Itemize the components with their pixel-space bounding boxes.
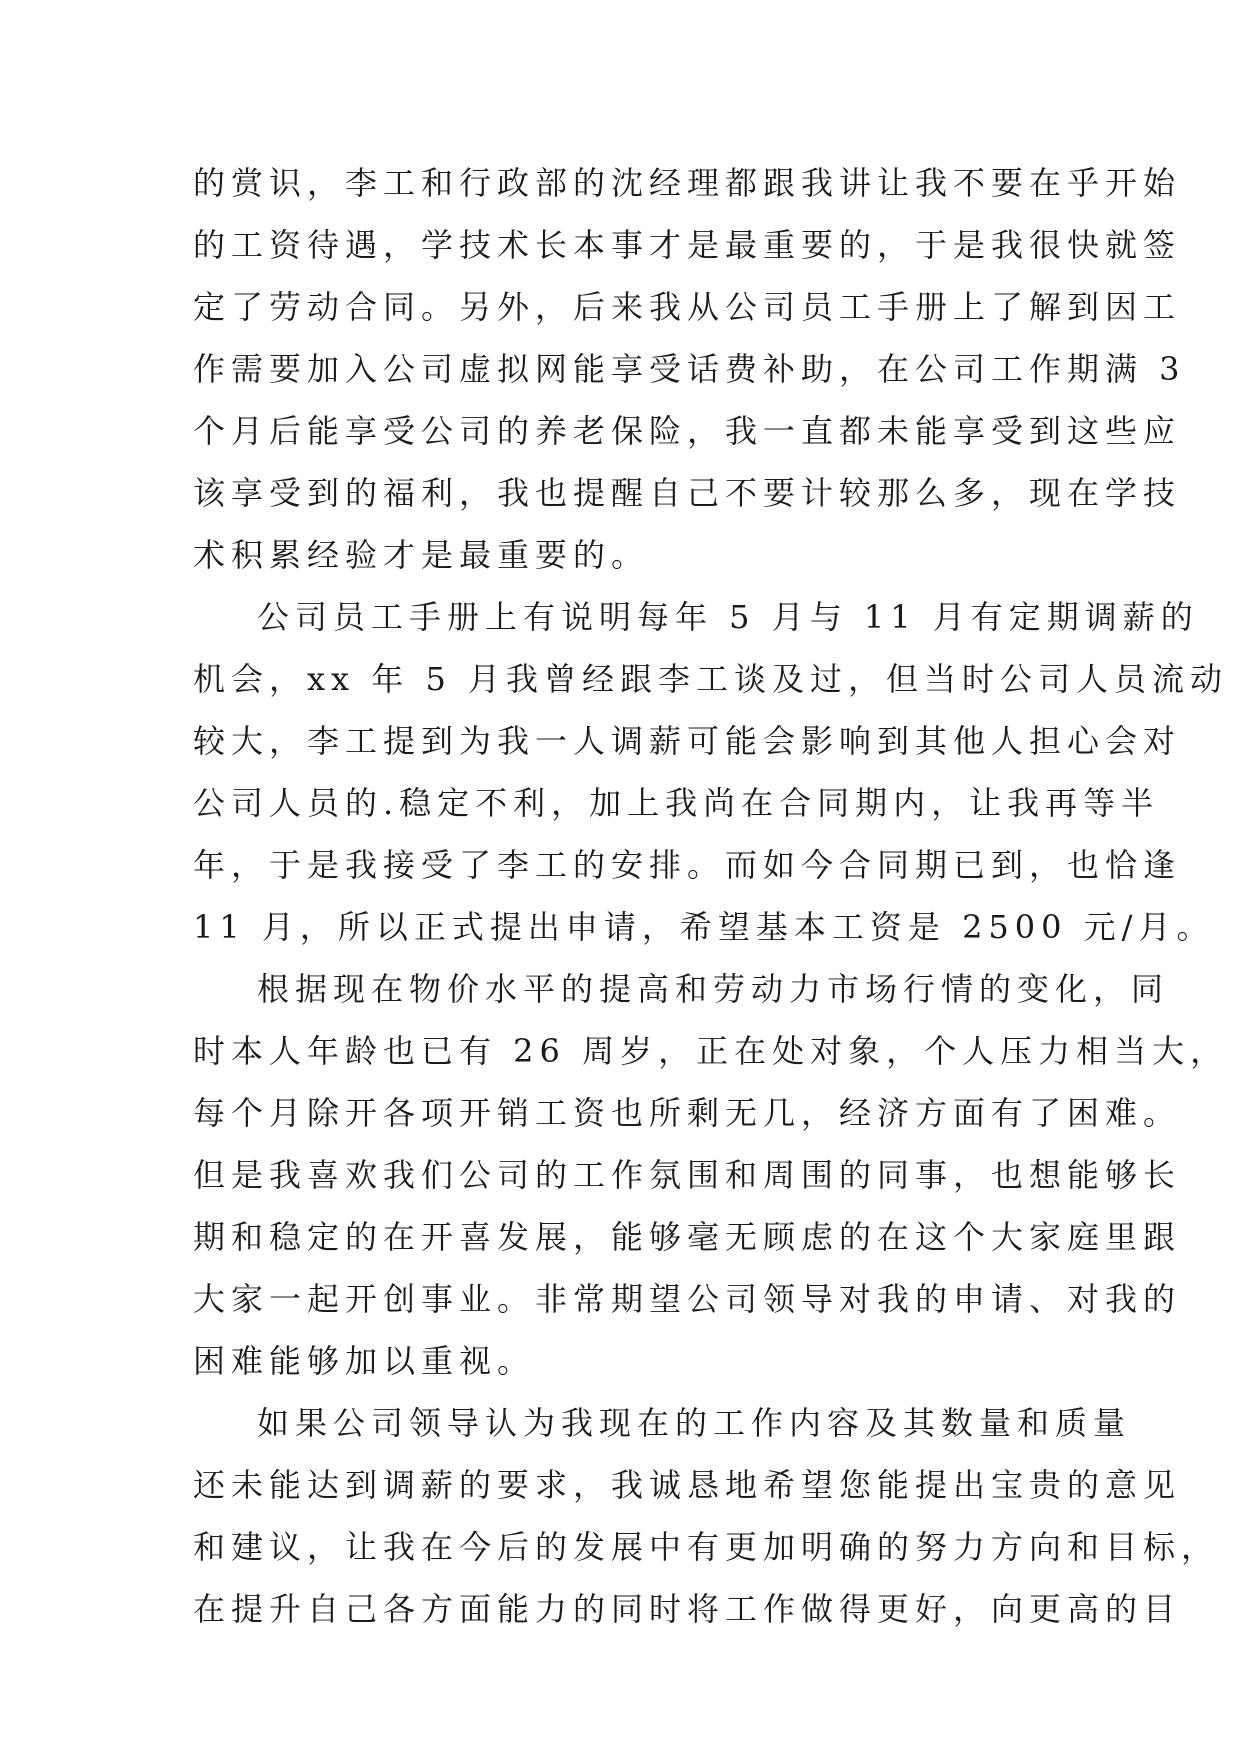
text-line: 较大，李工提到为我一人调薪可能会影响到其他人担心会对 — [193, 722, 1182, 760]
text-line: 公司人员的.稳定不利，加上我尚在合同期内，让我再等半 — [193, 784, 1160, 822]
text-line: 但是我喜欢我们公司的工作氛围和周围的同事，也想能够长 — [193, 1156, 1182, 1194]
text-line: 作需要加入公司虚拟网能享受话费补助，在公司工作期满 3 — [193, 350, 1186, 388]
text-line: 每个月除开各项开销工资也所剩无几，经济方面有了困难。 — [193, 1094, 1182, 1132]
text-line: 期和稳定的在开喜发展，能够毫无顾虑的在这个大家庭里跟 — [193, 1218, 1182, 1256]
text-line: 机会，xx 年 5 月我曾经跟李工谈及过，但当时公司人员流动 — [193, 660, 1228, 698]
text-line: 11 月，所以正式提出申请，希望基本工资是 2500 元/月。 — [193, 908, 1215, 946]
text-line: 还未能达到调薪的要求，我诚恳地希望您能提出宝贵的意见 — [193, 1466, 1182, 1504]
text-line: 时本人年龄也已有 26 周岁，正在处对象，个人压力相当大， — [193, 1032, 1229, 1070]
text-line: 个月后能享受公司的养老保险，我一直都未能享受到这些应 — [193, 412, 1182, 450]
text-line: 公司员工手册上有说明每年 5 月与 11 月有定期调薪的 — [257, 598, 1199, 636]
text-line: 定了劳动合同。另外，后来我从公司员工手册上了解到因工 — [193, 288, 1182, 326]
text-line: 年，于是我接受了李工的安排。而如今合同期已到，也恰逢 — [193, 846, 1182, 884]
text-line: 和建议，让我在今后的发展中有更加明确的努力方向和目标， — [193, 1528, 1220, 1566]
text-line: 的工资待遇，学技术长本事才是最重要的，于是我很快就签 — [193, 226, 1182, 264]
text-line: 的赏识，李工和行政部的沈经理都跟我讲让我不要在乎开始 — [193, 164, 1182, 202]
text-line: 困难能够加以重视。 — [193, 1342, 536, 1380]
text-line: 该享受到的福利，我也提醒自己不要计较那么多，现在学技 — [193, 474, 1182, 512]
text-line: 大家一起开创事业。非常期望公司领导对我的申请、对我的 — [193, 1280, 1182, 1318]
text-line: 如果公司领导认为我现在的工作内容及其数量和质量 — [257, 1404, 1132, 1442]
text-line: 术积累经验才是最重要的。 — [193, 536, 650, 574]
text-line: 在提升自己各方面能力的同时将工作做得更好，向更高的目 — [193, 1590, 1182, 1628]
document-body — [193, 152, 1229, 1640]
text-line: 根据现在物价水平的提高和劳动力市场行情的变化，同 — [257, 970, 1170, 1008]
